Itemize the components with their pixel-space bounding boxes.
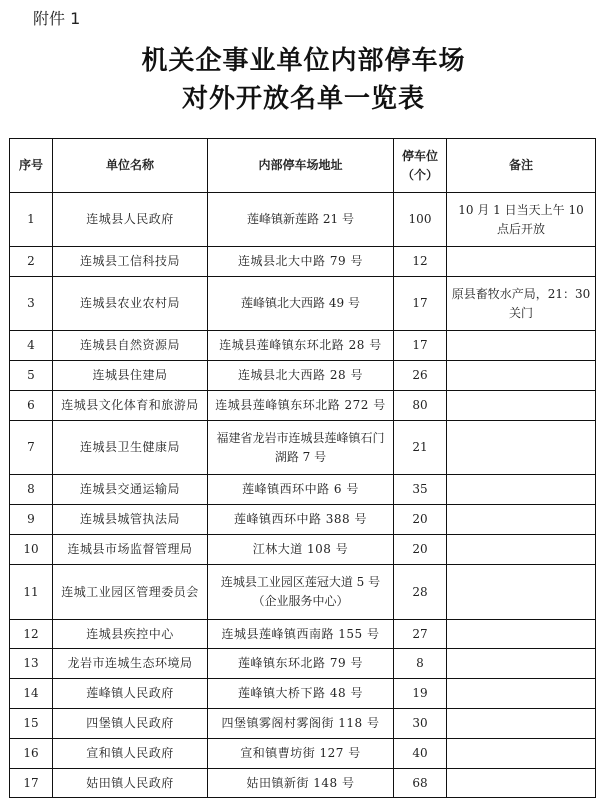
- row-address: 连城县莲峰镇西南路 155 号: [208, 620, 394, 649]
- row-index: 7: [10, 421, 53, 475]
- row-spaces: 27: [394, 620, 447, 649]
- row-index: 12: [10, 620, 53, 649]
- table-row: [10, 709, 596, 739]
- row-address: 江林大道 108 号: [208, 535, 394, 565]
- table-row: [10, 247, 596, 277]
- row-address: 姑田镇新街 148 号: [208, 769, 394, 798]
- row-spaces: 40: [394, 739, 447, 769]
- row-unit-name: 连城县人民政府: [53, 193, 208, 247]
- row-index: 2: [10, 247, 53, 277]
- row-address: 连城县北大中路 79 号: [208, 247, 394, 277]
- table-row: [10, 769, 596, 798]
- document-title-line1: 机关企事业单位内部停车场: [141, 46, 466, 76]
- table-row: [10, 193, 596, 247]
- row-remarks: [447, 769, 596, 798]
- row-address: 福建省龙岩市连城县莲峰镇石门湖路 7 号: [208, 421, 394, 475]
- table-row: [10, 535, 596, 565]
- row-index: 10: [10, 535, 53, 565]
- row-spaces: 35: [394, 475, 447, 505]
- row-remarks: 10 月 1 日当天上午 10 点后开放: [447, 193, 596, 247]
- row-remarks: [447, 331, 596, 361]
- row-index: 4: [10, 331, 53, 361]
- row-index: 6: [10, 391, 53, 421]
- document-title-line2: 对外开放名单一览表: [181, 84, 425, 114]
- row-unit-name: 连城县市场监督管理局: [53, 535, 208, 565]
- row-unit-name: 连城县卫生健康局: [53, 421, 208, 475]
- row-address: 连城县北大西路 28 号: [208, 361, 394, 391]
- row-remarks: [447, 679, 596, 709]
- row-address: 莲峰镇大桥下路 48 号: [208, 679, 394, 709]
- row-spaces: 28: [394, 565, 447, 620]
- table-row: [10, 565, 596, 620]
- header-spaces-line1: 停车位: [401, 148, 438, 163]
- row-unit-name: 连城县疾控中心: [53, 620, 208, 649]
- row-spaces: 20: [394, 505, 447, 535]
- row-index: 15: [10, 709, 53, 739]
- row-remarks: [447, 709, 596, 739]
- header-unit-name: 单位名称: [53, 139, 208, 193]
- header-spaces: [394, 139, 447, 193]
- header-index: 序号: [10, 139, 53, 193]
- row-spaces: 68: [394, 769, 447, 798]
- row-spaces: 26: [394, 361, 447, 391]
- row-spaces: 21: [394, 421, 447, 475]
- row-remarks: [447, 535, 596, 565]
- table-row: [10, 679, 596, 709]
- row-index: 16: [10, 739, 53, 769]
- row-remarks: [447, 475, 596, 505]
- row-address: 莲峰镇东环北路 79 号: [208, 649, 394, 679]
- table-header-row: [10, 139, 596, 193]
- row-remarks: 原县畜牧水产局，21：30 关门: [447, 277, 596, 331]
- row-unit-name: 莲峰镇人民政府: [53, 679, 208, 709]
- row-index: 1: [10, 193, 53, 247]
- row-unit-name: 连城县文化体育和旅游局: [53, 391, 208, 421]
- row-index: 5: [10, 361, 53, 391]
- row-remarks: [447, 247, 596, 277]
- row-remarks: [447, 649, 596, 679]
- row-address: 莲峰镇西环中路 6 号: [208, 475, 394, 505]
- header-address: 内部停车场地址: [208, 139, 394, 193]
- table-row: [10, 391, 596, 421]
- row-remarks: [447, 421, 596, 475]
- table-row: [10, 277, 596, 331]
- row-index: 8: [10, 475, 53, 505]
- table-row: [10, 739, 596, 769]
- header-remarks: 备注: [447, 139, 596, 193]
- row-index: 13: [10, 649, 53, 679]
- table-row: [10, 505, 596, 535]
- row-unit-name: 连城县工信科技局: [53, 247, 208, 277]
- row-address: 四堡镇雾阁村雾阁街 118 号: [208, 709, 394, 739]
- attachment-label: 附件 1: [33, 9, 81, 28]
- row-spaces: 100: [394, 193, 447, 247]
- row-unit-name: 姑田镇人民政府: [53, 769, 208, 798]
- table-body: [10, 193, 596, 798]
- table-row: [10, 331, 596, 361]
- row-remarks: [447, 565, 596, 620]
- row-unit-name: 连城县住建局: [53, 361, 208, 391]
- row-unit-name: 龙岩市连城生态环境局: [53, 649, 208, 679]
- row-index: 11: [10, 565, 53, 620]
- row-index: 9: [10, 505, 53, 535]
- table-row: [10, 361, 596, 391]
- table-row: [10, 620, 596, 649]
- row-unit-name: 连城县农业农村局: [53, 277, 208, 331]
- row-spaces: 17: [394, 331, 447, 361]
- row-unit-name: 连城县交通运输局: [53, 475, 208, 505]
- row-unit-name: 连城工业园区管理委员会: [53, 565, 208, 620]
- row-unit-name: 连城县城管执法局: [53, 505, 208, 535]
- row-remarks: [447, 391, 596, 421]
- row-address: 连城县莲峰镇东环北路 272 号: [208, 391, 394, 421]
- row-remarks: [447, 620, 596, 649]
- row-index: 17: [10, 769, 53, 798]
- row-unit-name: 宣和镇人民政府: [53, 739, 208, 769]
- row-unit-name: 连城县自然资源局: [53, 331, 208, 361]
- row-spaces: 20: [394, 535, 447, 565]
- row-remarks: [447, 505, 596, 535]
- table-row: [10, 475, 596, 505]
- parking-list-table: [9, 138, 596, 798]
- row-address: 莲峰镇新莲路 21 号: [208, 193, 394, 247]
- row-address: 连城县莲峰镇东环北路 28 号: [208, 331, 394, 361]
- header-spaces-line2: （个）: [401, 167, 438, 182]
- row-spaces: 12: [394, 247, 447, 277]
- row-index: 3: [10, 277, 53, 331]
- row-spaces: 80: [394, 391, 447, 421]
- row-address: 莲峰镇西环中路 388 号: [208, 505, 394, 535]
- row-address: 宣和镇曹坊街 127 号: [208, 739, 394, 769]
- row-address: 连城县工业园区莲冠大道 5 号（企业服务中心）: [208, 565, 394, 620]
- row-index: 14: [10, 679, 53, 709]
- row-unit-name: 四堡镇人民政府: [53, 709, 208, 739]
- table-row: [10, 649, 596, 679]
- row-remarks: [447, 361, 596, 391]
- row-spaces: 30: [394, 709, 447, 739]
- row-remarks: [447, 739, 596, 769]
- row-spaces: 19: [394, 679, 447, 709]
- table-row: [10, 421, 596, 475]
- row-spaces: 8: [394, 649, 447, 679]
- row-spaces: 17: [394, 277, 447, 331]
- row-address: 莲峰镇北大西路 49 号: [208, 277, 394, 331]
